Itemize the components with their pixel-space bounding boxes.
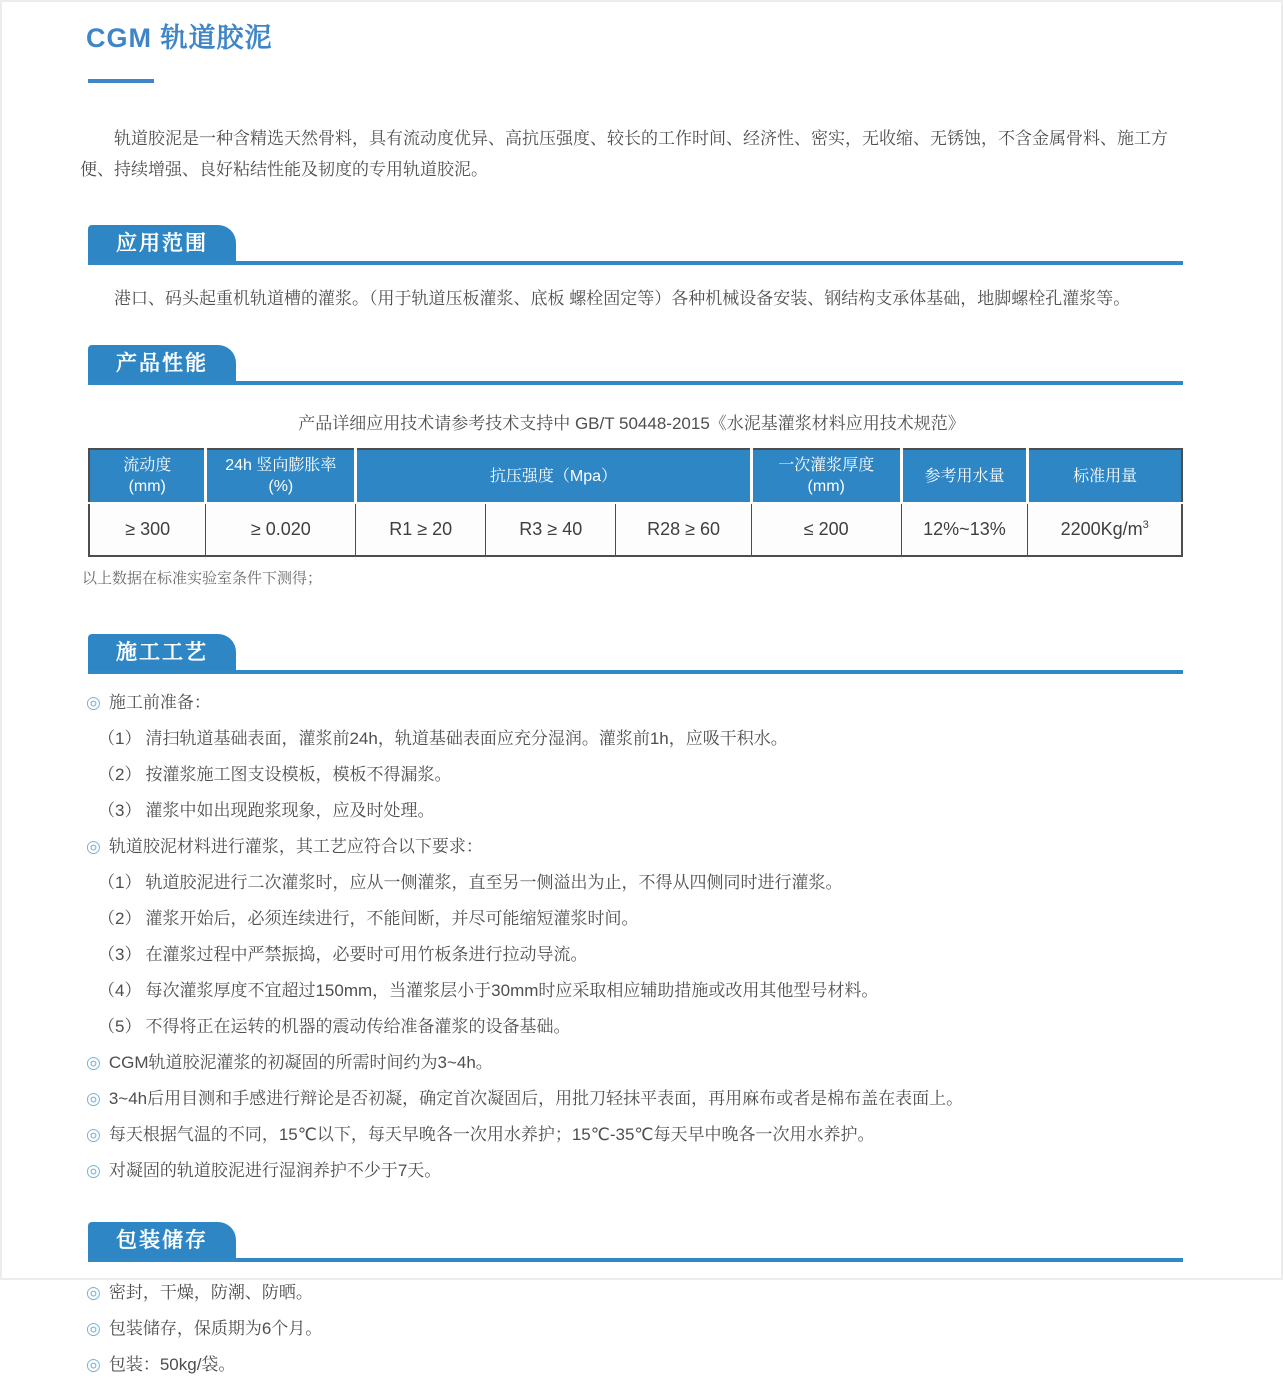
list-item-text: 轨道胶泥进行二次灌浆时，应从一侧灌浆，直至另一侧溢出为止，不得从四侧同时进行灌浆。 (145, 873, 843, 892)
list-item (80, 762, 1183, 788)
list-item (80, 906, 1183, 932)
section-tab-performance: 产品性能 (88, 345, 236, 381)
header-expansion-line2: (%) (268, 478, 294, 495)
ring-bullet-icon: ◎ (86, 1089, 101, 1108)
section-tab-construction: 施工工艺 (88, 634, 236, 670)
cell-thickness: ≤ 200 (751, 503, 901, 556)
application-body: 港口、码头起重机轨道槽的灌浆。（用于轨道压板灌浆、底板 螺栓固定等）各种机械设备安装、钢结构支承体基础，地脚螺栓孔灌浆等。 (114, 289, 1131, 308)
list-item-text: 清扫轨道基础表面，灌浆前24h，轨道基础表面应充分湿润。灌浆前1h，应吸干积水。 (145, 729, 788, 748)
list-item (80, 978, 1183, 1004)
list-item-text: 每次灌浆厚度不宜超过150mm，当灌浆层小于30mm时应采取相应辅助措施或改用其他型号材料。 (145, 981, 879, 1000)
list-item-marker: （3） (98, 945, 142, 964)
cell-r1: R1 ≥ 20 (356, 503, 486, 556)
header-flow (89, 449, 206, 503)
list-item-text: 灌浆开始后，必须连续进行，不能间断，并尽可能缩短灌浆时间。 (145, 909, 639, 928)
cell-dosage-base: 2200Kg/m (1060, 519, 1143, 539)
list-item-marker: （5） (98, 1017, 142, 1036)
list-item (80, 690, 1183, 716)
table-header-row (89, 449, 1182, 503)
list-item (80, 798, 1183, 824)
list-item-marker: （2） (98, 765, 142, 784)
list-item (80, 1280, 1183, 1306)
list-item-marker: （1） (98, 873, 142, 892)
section-tab-application: 应用范围 (88, 225, 236, 261)
ring-bullet-icon: ◎ (86, 1161, 101, 1180)
performance-reference: 产品详细应用技术请参考技术支持中 GB/T 50448-2015《水泥基灌浆材料应用技术规范》 (298, 414, 965, 433)
section-rule-performance (88, 345, 1183, 385)
ring-bullet-icon: ◎ (86, 1125, 101, 1144)
table-note: 以上数据在标准实验室条件下测得； (82, 570, 323, 587)
header-thickness (751, 449, 901, 503)
packaging-list (80, 1280, 1183, 1378)
cell-water: 12%~13% (901, 503, 1028, 556)
title-underline (88, 79, 154, 83)
header-flow-line1: 流动度 (123, 457, 172, 474)
list-item (80, 942, 1183, 968)
cell-r3: R3 ≥ 40 (486, 503, 616, 556)
header-thickness-line2: (mm) (807, 478, 845, 495)
cell-dosage-sup: 3 (1142, 519, 1149, 531)
list-item-text: 在灌浆过程中严禁振捣，必要时可用竹板条进行拉动导流。 (145, 945, 588, 964)
ring-bullet-icon: ◎ (86, 693, 101, 712)
header-compressive: 抗压强度（Mpa） (356, 449, 752, 503)
list-item-marker: （1） (98, 729, 142, 748)
section-tab-packaging: 包装储存 (88, 1222, 236, 1258)
intro-paragraph: 轨道胶泥是一种含精选天然骨料，具有流动度优异、高抗压强度、较长的工作时间、经济性、密实，无收缩、无锈蚀，不含金属骨料、施工方便、持续增强、良好粘结性能及韧度的专用轨道胶泥。 (80, 129, 1168, 179)
ring-bullet-icon: ◎ (86, 1319, 101, 1338)
section-rule-construction (88, 634, 1183, 674)
ring-bullet-icon: ◎ (86, 837, 101, 856)
header-water: 参考用水量 (901, 449, 1028, 503)
list-item-text: 轨道胶泥材料进行灌浆，其工艺应符合以下要求： (108, 837, 483, 856)
list-item-text: 施工前准备： (108, 693, 211, 712)
cell-flow: ≥ 300 (89, 503, 206, 556)
list-item (80, 834, 1183, 860)
header-flow-line2: (mm) (128, 478, 166, 495)
cell-dosage (1028, 503, 1182, 556)
construction-list (80, 690, 1183, 1184)
header-thickness-line1: 一次灌浆厚度 (778, 457, 875, 474)
list-item-text: 3~4h后用目测和手感进行辩论是否初凝，确定首次凝固后，用批刀轻抹平表面，再用麻布或者是棉布盖在表面上。 (108, 1089, 964, 1108)
cell-expansion: ≥ 0.020 (206, 503, 356, 556)
cell-r28: R28 ≥ 60 (616, 503, 752, 556)
ring-bullet-icon: ◎ (86, 1355, 101, 1374)
list-item-text: CGM轨道胶泥灌浆的初凝固的所需时间约为3~4h。 (108, 1053, 493, 1072)
ring-bullet-icon: ◎ (86, 1283, 101, 1302)
list-item-marker: （4） (98, 981, 142, 1000)
list-item (80, 1086, 1183, 1112)
list-item-text: 不得将正在运转的机器的震动传给准备灌浆的设备基础。 (145, 1017, 571, 1036)
header-dosage: 标准用量 (1028, 449, 1182, 503)
list-item-text: 对凝固的轨道胶泥进行湿润养护不少于7天。 (108, 1161, 442, 1180)
list-item (80, 1158, 1183, 1184)
list-item (80, 1014, 1183, 1040)
section-rule-application (88, 225, 1183, 265)
list-item-text: 包装：50kg/袋。 (108, 1355, 236, 1374)
list-item-text: 每天根据气温的不同，15℃以下，每天早晚各一次用水养护；15℃-35℃每天早中晚各一次用水养护。 (108, 1125, 875, 1144)
list-item-text: 按灌浆施工图支设模板，模板不得漏浆。 (145, 765, 452, 784)
list-item (80, 1316, 1183, 1342)
section-rule-packaging (88, 1222, 1183, 1262)
list-item (80, 870, 1183, 896)
page-title: CGM 轨道胶泥 (86, 23, 273, 53)
header-expansion-line1: 24h 竖向膨胀率 (225, 457, 337, 474)
performance-table (88, 448, 1183, 557)
list-item-text: 包装储存，保质期为6个月。 (108, 1319, 323, 1338)
list-item-text: 灌浆中如出现跑浆现象，应及时处理。 (145, 801, 435, 820)
ring-bullet-icon: ◎ (86, 1053, 101, 1072)
header-expansion (206, 449, 356, 503)
list-item (80, 1352, 1183, 1378)
list-item-marker: （2） (98, 909, 142, 928)
list-item (80, 1122, 1183, 1148)
list-item (80, 1050, 1183, 1076)
list-item (80, 726, 1183, 752)
list-item-text: 密封，干燥，防潮、防晒。 (108, 1283, 313, 1302)
table-data-row (89, 503, 1182, 556)
performance-table-wrap (88, 448, 1183, 557)
list-item-marker: （3） (98, 801, 142, 820)
